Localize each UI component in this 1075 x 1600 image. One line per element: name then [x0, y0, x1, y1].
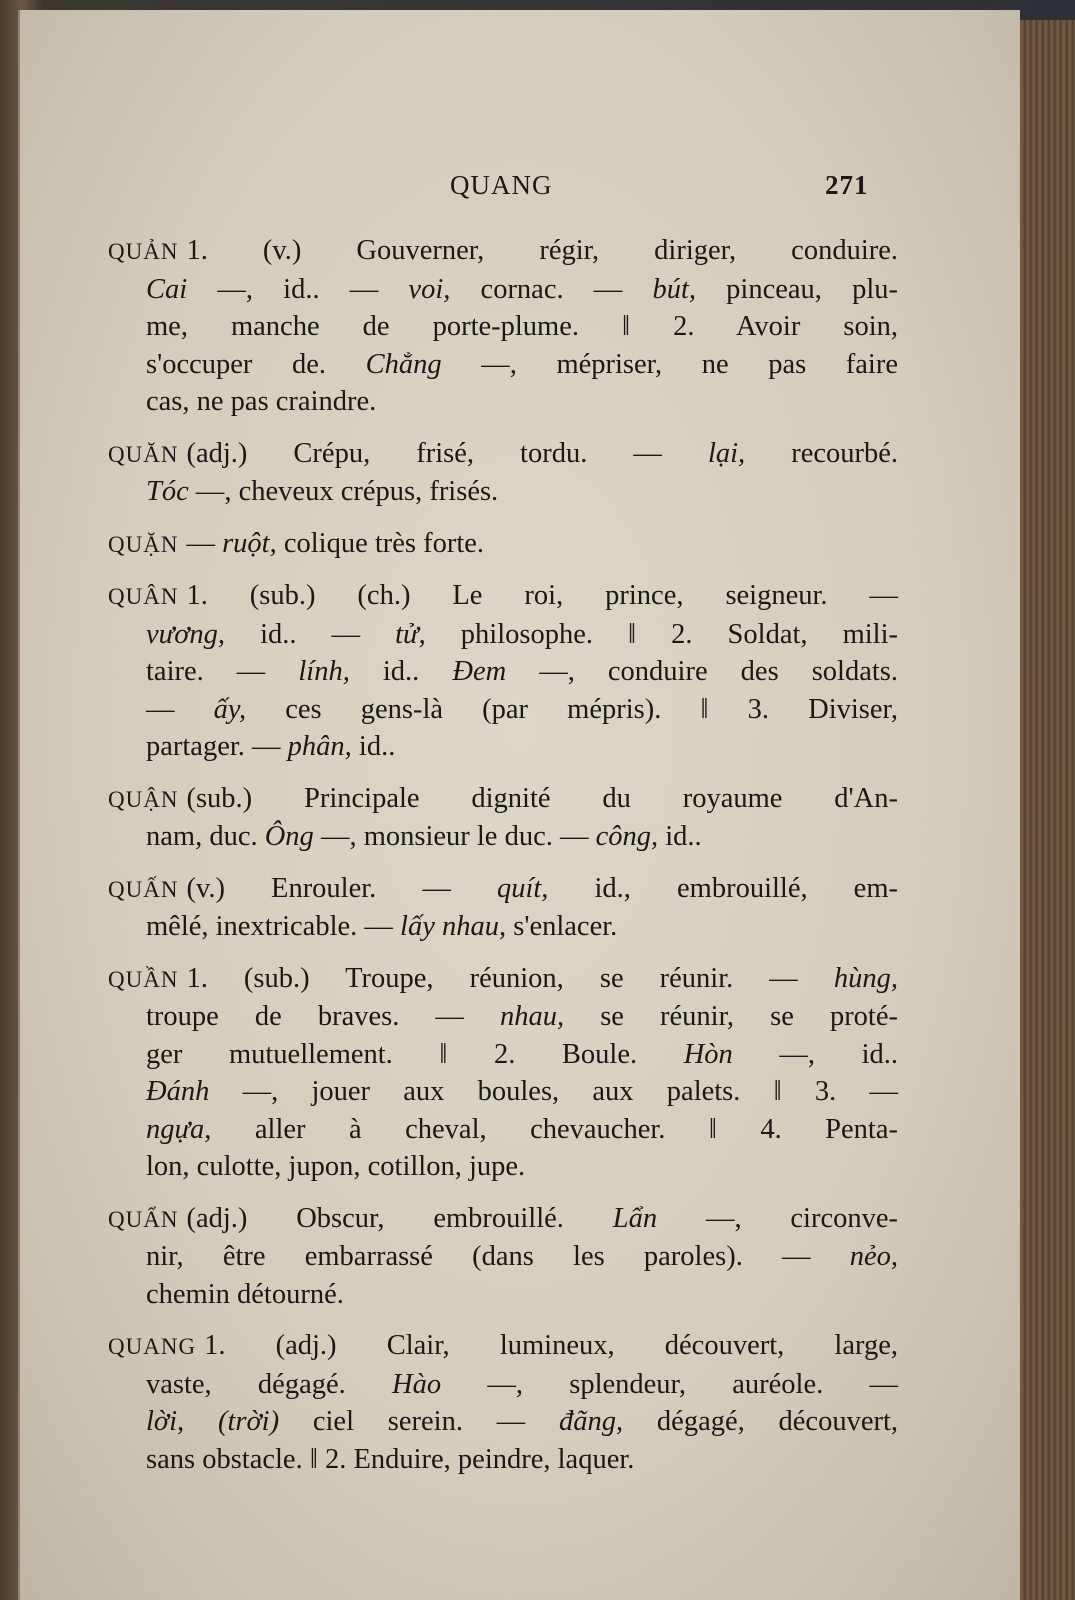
entry-line	[108, 691, 898, 729]
definition-text: sans obstacle. ‖ 2. Enduire, peindre, laquer.	[146, 1443, 635, 1475]
vietnamese-term: Đem	[452, 656, 507, 687]
definition-text: —, splendeur, auréole. —	[441, 1368, 898, 1400]
vietnamese-term: nẻo,	[849, 1241, 898, 1272]
entry-line	[108, 577, 898, 616]
entry-line	[108, 473, 898, 511]
book-page	[18, 10, 1020, 1600]
definition-text: —	[146, 693, 214, 725]
entry-line	[108, 1200, 898, 1239]
entry-line	[108, 616, 898, 654]
entry-headword: QUĂN	[108, 441, 179, 467]
entry-line	[108, 653, 898, 691]
definition-text: s'enlacer.	[506, 911, 618, 942]
entry-line	[108, 346, 898, 384]
definition-text: id..	[349, 656, 453, 687]
definition-text: —, mépriser, ne pas faire	[441, 348, 898, 380]
definition-text: vaste, dégagé.	[146, 1368, 393, 1400]
definition-text: me, manche de porte-plume. ‖ 2. Avoir soin,	[146, 311, 898, 342]
entry-line	[108, 308, 898, 346]
entry-line	[108, 1366, 898, 1404]
definition-text: ciel serein. —	[279, 1406, 560, 1437]
entry-headword: QUẤN	[108, 876, 179, 902]
definition-text: 1. (sub.) (ch.) Le roi, prince, seigneur. —	[186, 580, 898, 611]
vietnamese-term: lại,	[707, 437, 746, 469]
definition-text: partager. —	[146, 731, 288, 762]
vietnamese-term: quít,	[496, 872, 549, 904]
definition-text: cas, ne pas craindre.	[146, 386, 377, 417]
entry-line	[108, 1036, 898, 1074]
definition-text: (adj.) Crépu, frisé, tordu. —	[186, 437, 708, 469]
dictionary-entry	[108, 577, 898, 766]
page-edges	[1013, 20, 1075, 1600]
entry-headword: QUÂN	[108, 584, 179, 609]
vietnamese-term: Hào	[392, 1368, 442, 1400]
definition-text: colique très forte.	[276, 527, 485, 559]
definition-text: —, id..	[732, 1038, 898, 1070]
entry-line	[108, 1403, 898, 1441]
entry-line	[108, 232, 898, 271]
definition-text: dégagé, découvert,	[623, 1406, 899, 1437]
definition-text: (sub.) Principale dignité du royaume d'An-	[186, 782, 898, 814]
vietnamese-term: ngựa,	[146, 1113, 212, 1145]
entry-line	[108, 383, 898, 421]
vietnamese-term: Tóc	[146, 476, 189, 507]
dictionary-entries	[108, 232, 898, 1492]
entry-line	[108, 435, 898, 474]
entry-line	[108, 780, 898, 819]
definition-text: recourbé.	[745, 437, 899, 469]
vietnamese-term: phân,	[287, 731, 352, 762]
header-title: QUANG	[450, 170, 553, 200]
definition-text: troupe de braves. —	[146, 1001, 501, 1032]
definition-text: —, conduire des soldats.	[506, 656, 898, 687]
entry-line	[108, 271, 898, 309]
entry-line	[108, 1148, 898, 1186]
definition-text: se réunir, se proté-	[564, 1001, 898, 1032]
entry-line	[108, 960, 898, 999]
vietnamese-term: lời, (trời)	[146, 1406, 280, 1437]
definition-text: aller à cheval, chevaucher. ‖ 4. Penta-	[211, 1113, 898, 1145]
definition-text: ger mutuellement. ‖ 2. Boule.	[146, 1038, 684, 1070]
dictionary-entry	[108, 1327, 898, 1478]
definition-text: s'occuper de.	[146, 348, 366, 380]
dictionary-entry	[108, 960, 898, 1186]
definition-text: philosophe. ‖ 2. Soldat, mili-	[425, 618, 898, 650]
entry-line	[108, 1327, 898, 1366]
vietnamese-term: voi,	[408, 273, 451, 305]
definition-text: mêlé, inextricable. —	[146, 911, 401, 942]
definition-text: chemin détourné.	[146, 1278, 344, 1310]
vietnamese-term: Cai	[146, 273, 188, 305]
dictionary-entry	[108, 525, 898, 564]
definition-text: id., embrouillé, em-	[548, 872, 898, 904]
vietnamese-term: Hòn	[683, 1038, 733, 1070]
definition-text: (adj.) Obscur, embrouillé.	[186, 1202, 613, 1234]
entry-line	[108, 1073, 898, 1111]
definition-text: ces gens-là (par mépris). ‖ 3. Diviser,	[246, 693, 899, 725]
vietnamese-term: Ông	[264, 821, 314, 852]
entry-line	[108, 818, 898, 856]
definition-text: —, id.. —	[187, 273, 409, 305]
dictionary-entry	[108, 780, 898, 856]
definition-text: 1. (adj.) Clair, lumineux, découvert, large,	[204, 1330, 898, 1361]
vietnamese-term: ruột,	[222, 527, 277, 559]
definition-text: nir, être embarrassé (dans les paroles). —	[146, 1241, 850, 1272]
vietnamese-term: công,	[595, 821, 659, 852]
entry-headword: QUẨN	[108, 1206, 179, 1232]
entry-headword: QUANG	[108, 1334, 197, 1359]
definition-text: 1. (sub.) Troupe, réunion, se réunir. —	[186, 962, 834, 994]
definition-text: lon, culotte, jupon, cotillon, jupe.	[146, 1151, 526, 1182]
definition-text: taire. —	[146, 656, 299, 687]
entry-line	[108, 1441, 898, 1479]
definition-text: id..	[658, 821, 702, 852]
definition-text: —, cheveux crépus, frisés.	[188, 476, 499, 507]
entry-line	[108, 525, 898, 564]
dictionary-entry	[108, 435, 898, 511]
dictionary-entry	[108, 870, 898, 946]
definition-text: —	[186, 527, 223, 559]
definition-text: 1. (v.) Gouverner, régir, diriger, conduire.	[186, 235, 898, 266]
definition-text: —, circonve-	[657, 1202, 898, 1234]
entry-headword: QUẬN	[108, 786, 179, 812]
vietnamese-term: vương,	[146, 618, 226, 650]
vietnamese-term: tử,	[395, 618, 426, 650]
vietnamese-term: nhau,	[500, 1001, 565, 1032]
entry-headword: QUẢN	[108, 239, 179, 264]
definition-text: cornac. —	[450, 273, 653, 305]
definition-text: (v.) Enrouler. —	[186, 872, 497, 904]
entry-line	[108, 1276, 898, 1314]
vietnamese-term: Chẳng	[365, 348, 442, 380]
entry-line	[108, 1111, 898, 1149]
definition-text: —, monsieur le duc. —	[313, 821, 596, 852]
vietnamese-term: Lẩn	[612, 1202, 658, 1234]
entry-line	[108, 908, 898, 946]
definition-text: id..	[351, 731, 396, 762]
dictionary-entry	[108, 232, 898, 421]
definition-text: id.. —	[225, 618, 396, 650]
entry-headword: QUẦN	[108, 966, 179, 992]
dictionary-entry	[108, 1200, 898, 1314]
vietnamese-term: lính,	[298, 656, 350, 687]
entry-line	[108, 998, 898, 1036]
vietnamese-term: Đánh	[146, 1076, 210, 1107]
entry-headword: QUẶN	[108, 531, 179, 557]
entry-line	[108, 870, 898, 909]
page-number: 271	[825, 170, 869, 200]
definition-text: nam, duc.	[146, 821, 265, 852]
vietnamese-term: ấy,	[213, 693, 247, 725]
definition-text: —, jouer aux boules, aux palets. ‖ 3. —	[209, 1076, 898, 1107]
vietnamese-term: bút,	[652, 273, 696, 305]
vietnamese-term: hùng,	[833, 962, 898, 994]
entry-line	[108, 1238, 898, 1276]
definition-text: pinceau, plu-	[696, 273, 898, 305]
vietnamese-term: lấy nhau,	[400, 911, 507, 942]
vietnamese-term: đãng,	[559, 1406, 624, 1437]
entry-line	[108, 728, 898, 766]
